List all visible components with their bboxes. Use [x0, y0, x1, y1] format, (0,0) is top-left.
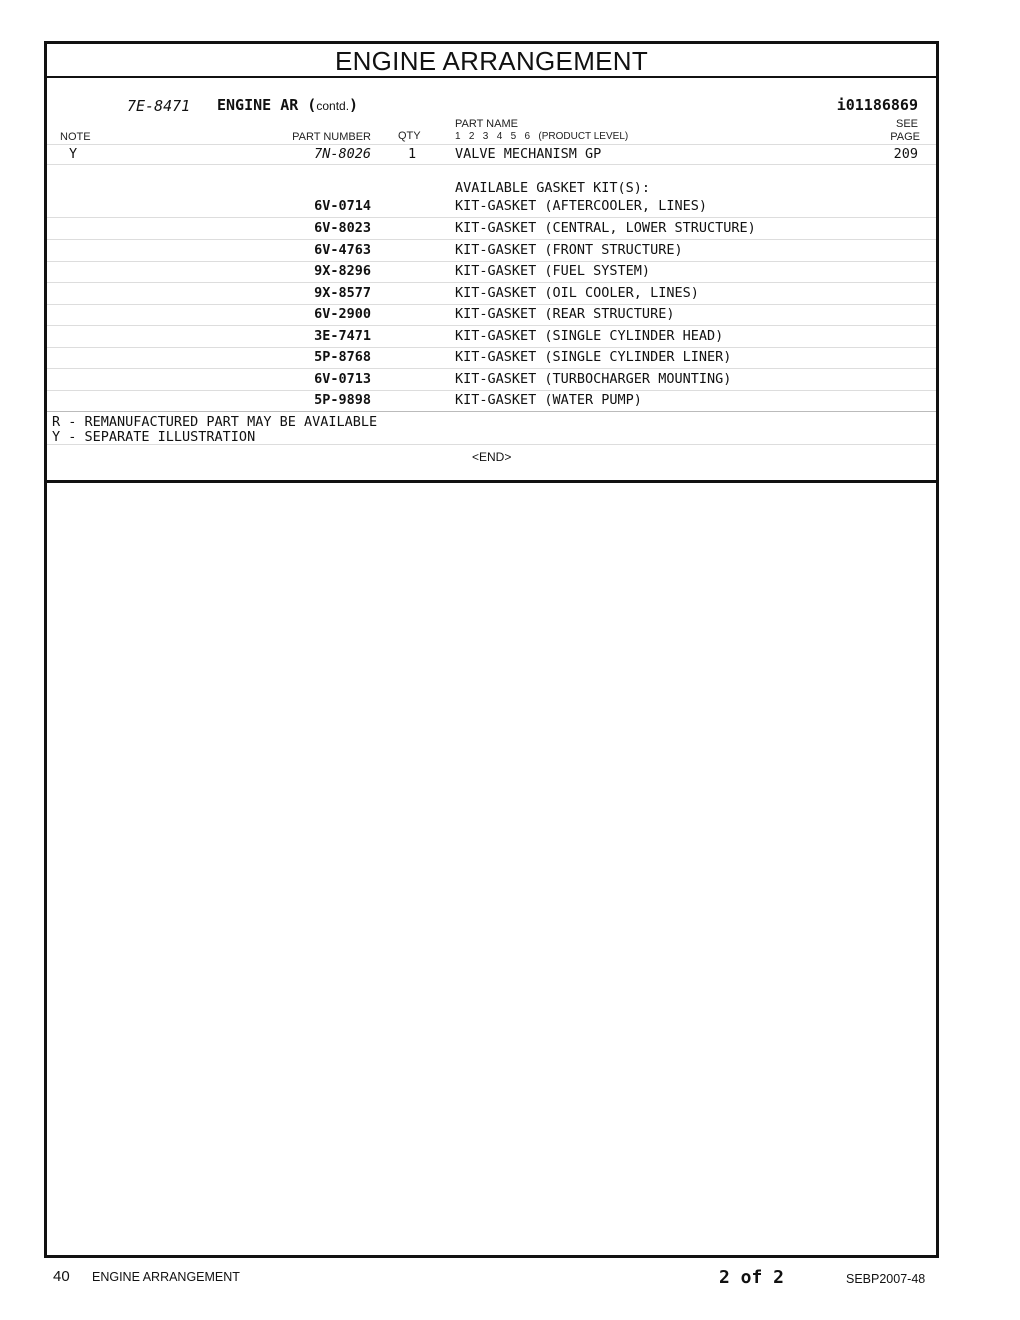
parent-part-number: 7E-8471	[127, 97, 191, 115]
content-divider	[47, 480, 936, 483]
legend-remanufactured: R - REMANUFACTURED PART MAY BE AVAILABLE	[52, 414, 378, 430]
kit-part-number: 5P-9898	[314, 392, 371, 408]
col-qty: QTY	[398, 130, 421, 142]
kit-part-number: 6V-4763	[314, 242, 371, 258]
table-row-main	[47, 144, 936, 165]
kit-part-number: 5P-8768	[314, 349, 371, 365]
footer-doc-id: SEBP2007-48	[846, 1272, 926, 1286]
table-row	[47, 240, 936, 262]
illustration-id: i01186869	[836, 96, 918, 114]
col-part-name: PART NAME	[455, 118, 518, 130]
end-marker: <END>	[472, 450, 512, 464]
table-row	[47, 326, 936, 348]
table-row	[47, 347, 936, 369]
table-row	[47, 218, 936, 240]
row-part-number: 7N-8026	[314, 146, 371, 162]
table-row	[47, 369, 936, 391]
row-see-page: 209	[893, 146, 918, 162]
row-part-name: VALVE MECHANISM GP	[455, 146, 602, 162]
kit-part-number: 9X-8577	[314, 285, 371, 301]
col-see: SEE	[895, 118, 918, 130]
kit-part-number: 3E-7471	[314, 328, 371, 344]
kit-name: KIT-GASKET (FUEL SYSTEM)	[455, 263, 651, 279]
contd-label: contd.	[316, 99, 350, 113]
page-frame	[44, 41, 939, 1258]
kit-name: KIT-GASKET (TURBOCHARGER MOUNTING)	[455, 371, 732, 387]
legend-divider	[47, 444, 936, 445]
table-row	[47, 261, 936, 283]
kit-part-number: 6V-2900	[314, 306, 371, 322]
footer-page-number: 40	[53, 1268, 70, 1285]
kit-part-number: 6V-8023	[314, 220, 371, 236]
kit-name: KIT-GASKET (SINGLE CYLINDER LINER)	[455, 349, 732, 365]
row-qty: 1	[408, 146, 417, 162]
footer-section-title: ENGINE ARRANGEMENT	[92, 1270, 240, 1284]
kit-name: KIT-GASKET (REAR STRUCTURE)	[455, 306, 675, 322]
page-title: ENGINE ARRANGEMENT	[47, 44, 936, 78]
col-product-levels: 1 2 3 4 5 6 (PRODUCT LEVEL)	[455, 131, 629, 142]
kit-name: KIT-GASKET (AFTERCOOLER, LINES)	[455, 198, 707, 214]
kit-name: KIT-GASKET (FRONT STRUCTURE)	[455, 242, 683, 258]
kit-name: KIT-GASKET (SINGLE CYLINDER HEAD)	[455, 328, 724, 344]
kit-name: KIT-GASKET (WATER PUMP)	[455, 392, 642, 408]
kit-part-number: 6V-0714	[314, 198, 371, 214]
table-row	[47, 283, 936, 305]
gasket-heading: AVAILABLE GASKET KIT(S):	[455, 180, 651, 196]
row-note: Y	[69, 146, 78, 162]
footer-page-of: 2 of 2	[719, 1267, 785, 1288]
col-part-number: PART NUMBER	[292, 131, 371, 143]
col-note: NOTE	[60, 131, 91, 143]
parent-close-paren: )	[349, 96, 359, 114]
table-row	[47, 196, 936, 218]
kit-part-number: 6V-0713	[314, 371, 371, 387]
table-row	[47, 390, 936, 412]
table-row	[47, 304, 936, 326]
legend-separate-illustration: Y - SEPARATE ILLUSTRATION	[52, 429, 256, 445]
parent-name	[217, 96, 358, 114]
col-page: PAGE	[890, 131, 920, 143]
kit-part-number: 9X-8296	[314, 263, 371, 279]
kit-name: KIT-GASKET (CENTRAL, LOWER STRUCTURE)	[455, 220, 756, 236]
parent-name-text: ENGINE AR (	[217, 96, 317, 114]
kit-name: KIT-GASKET (OIL COOLER, LINES)	[455, 285, 699, 301]
